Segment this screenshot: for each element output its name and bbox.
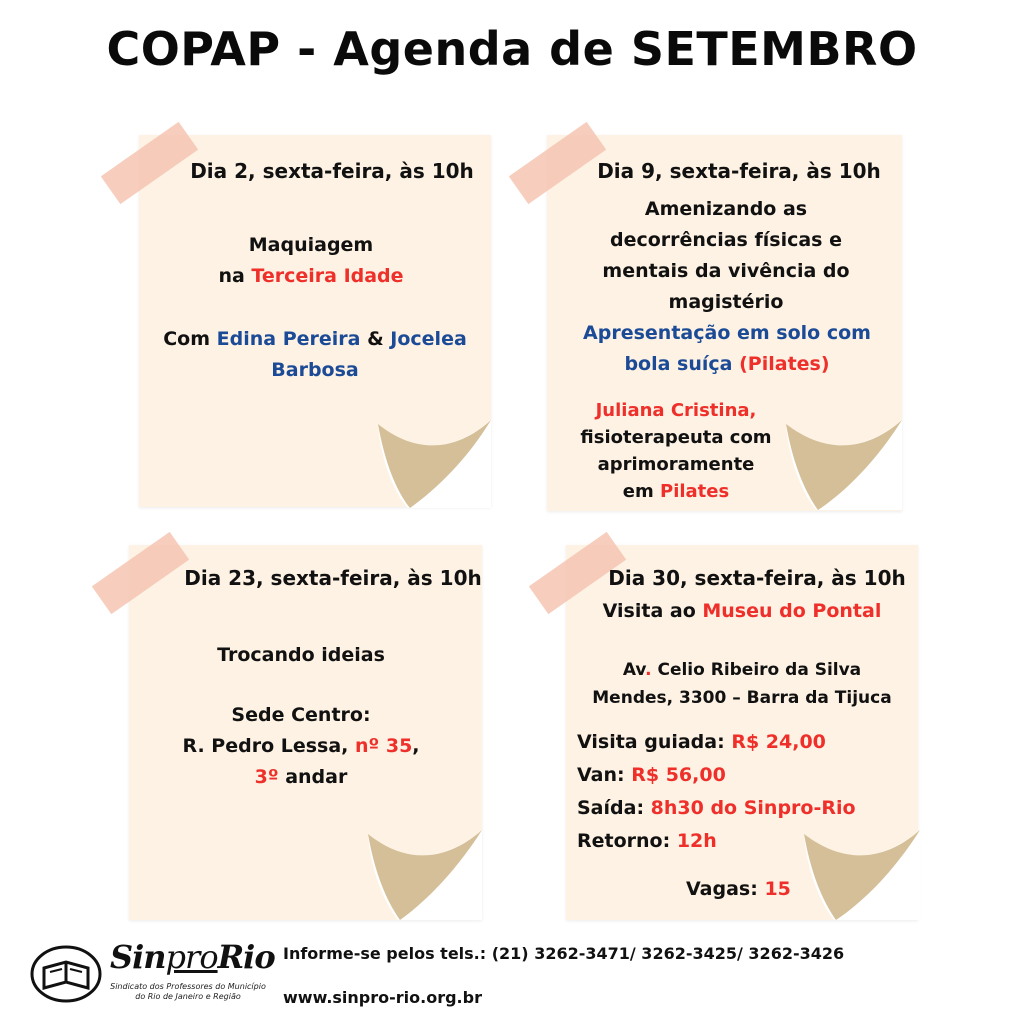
website-link[interactable]: www.sinpro-rio.org.br (283, 988, 482, 1007)
note-topic: Maquiagem na Terceira Idade (218, 234, 404, 287)
note-topic: Trocando ideias (217, 644, 385, 666)
page-curl-decoration (786, 418, 904, 512)
book-logo-icon (30, 944, 102, 1004)
note-date: Dia 9, sexta-feira, às 10h (597, 159, 881, 183)
note-speaker: Juliana Cristina, fisioterapeuta com aprimoramente em Pilates (580, 400, 772, 502)
page-title: COPAP - Agenda de SETEMBRO (106, 22, 918, 76)
note-topic: Amenizando as decorrências físicas e mentais da vivência do magistério (602, 198, 850, 313)
page-curl-decoration (378, 418, 494, 510)
contact-phones: Informe-se pelos tels.: (21) 3262-3471/ 3262-3425/ 3262-3426 (283, 944, 845, 963)
page-curl-decoration (368, 828, 484, 922)
logo-subtitle: Sindicato dos Professores do Município do Rio de Janeiro e Região (110, 982, 266, 1001)
note-presenters: Com Edina Pereira & Jocelea Barbosa (163, 328, 467, 381)
note-visit: Visita ao Museu do Pontal (602, 600, 882, 622)
note-date: Dia 23, sexta-feira, às 10h (184, 566, 482, 590)
note-date: Dia 30, sexta-feira, às 10h (608, 566, 906, 590)
logo-wordmark: SinproRio (110, 938, 275, 976)
note-date: Dia 2, sexta-feira, às 10h (190, 159, 474, 183)
note-spots: Vagas: 15 (686, 878, 791, 900)
note-details: Visita guiada: R$ 24,00 Van: R$ 56,00 Saída: 8h30 do Sinpro-Rio Retorno: 12h (577, 731, 856, 852)
note-location: Sede Centro: R. Pedro Lessa, nº 35, 3º andar (182, 704, 420, 788)
note-presentation: Apresentação em solo com bola suíça (Pilates) (583, 322, 871, 375)
note-address: Av. Celio Ribeiro da Silva Mendes, 3300 – Barra da Tijuca (592, 660, 892, 708)
